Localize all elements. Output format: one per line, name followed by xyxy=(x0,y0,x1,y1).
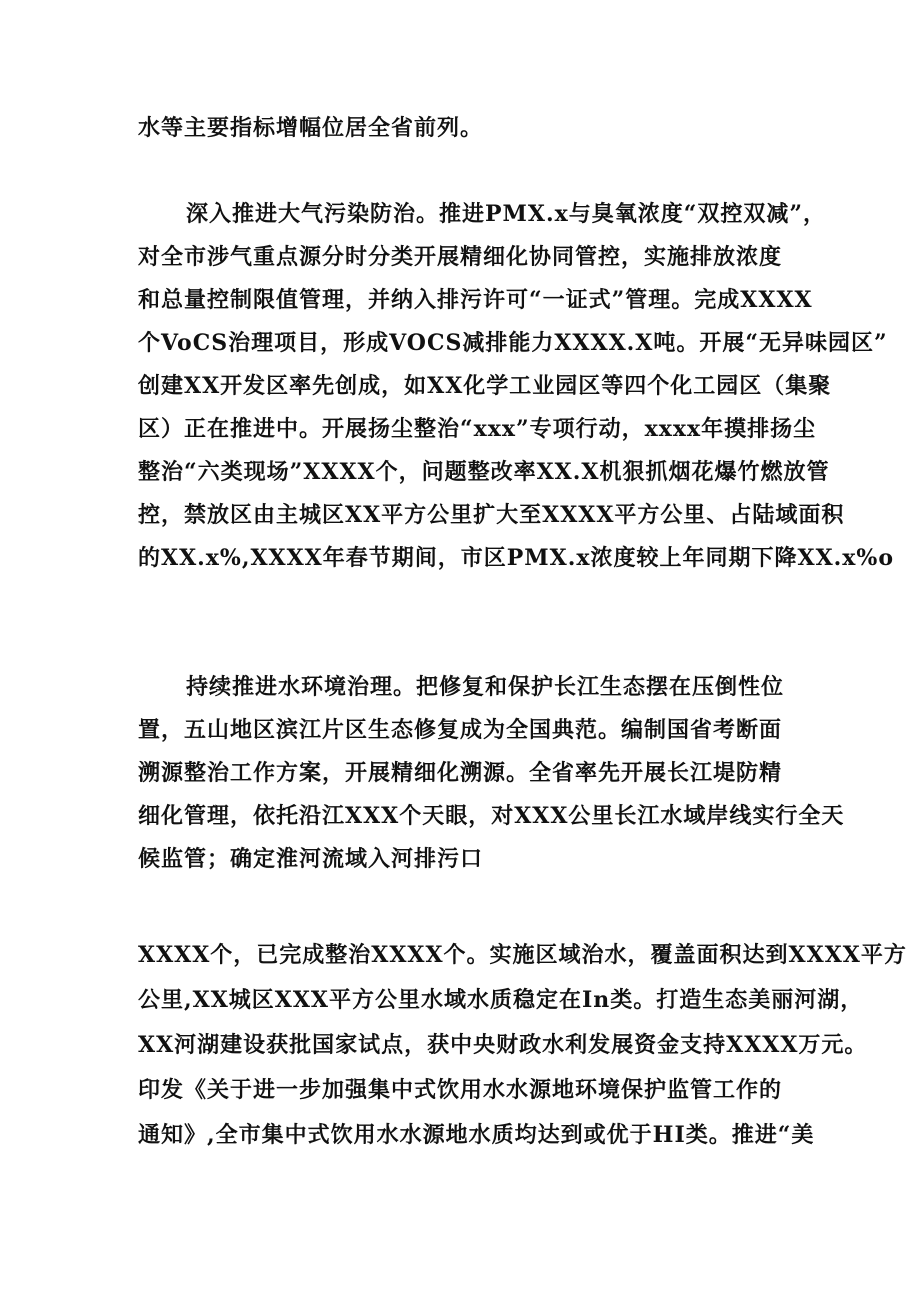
paragraph-3-line-4: 通知》,全市集中式饮用水水源地水质均达到或优于HI类。推进“美 xyxy=(138,1122,815,1148)
paragraph-1-line-2: 和总量控制限值管理，并纳入排污许可“一证式”管理。完成XXXX xyxy=(138,287,813,313)
paragraph-3-line-0: XXXX个，已完成整治XXXX个。实施区域治水，覆盖面积达到XXXX平方 xyxy=(138,942,907,968)
paragraph-2-line-2: 溯源整治工作方案，开展精细化溯源。全省率先开展长江堤防精 xyxy=(138,760,783,786)
paragraph-3-line-1: 公里,XX城区XXX平方公里水域水质稳定在In类。打造生态美丽河湖， xyxy=(138,987,864,1013)
paragraph-1-line-6: 整治“六类现场”XXXX个，问题整改率XX.X机狠抓烟花爆竹燃放管 xyxy=(138,459,830,485)
paragraph-2-line-4: 候监管；确定淮河流域入河排污口 xyxy=(138,846,484,872)
paragraph-1-line-7: 控，禁放区由主城区XX平方公里扩大至XXXX平方公里、占陆域面积 xyxy=(138,502,845,528)
paragraph-1-line-0: 深入推进大气污染防治。推进PMX.x与臭氧浓度“双控双减”， xyxy=(186,201,827,227)
paragraph-2-line-0: 持续推进水环境治理。把修复和保护长江生态摆在压倒性位 xyxy=(186,674,785,700)
paragraph-0-line-0: 水等主要指标增幅位居全省前列。 xyxy=(138,115,484,141)
paragraph-1-line-3: 个VoCS治理项目，形成VOCS减排能力XXXX.X吨。开展“无异味园区” xyxy=(138,330,888,356)
paragraph-2-line-1: 置，五山地区滨江片区生态修复成为全国典范。编制国省考断面 xyxy=(138,717,783,743)
paragraph-3-line-2: XX河湖建设获批国家试点，获中央财政水利发展资金支持XXXX万元。 xyxy=(138,1032,868,1058)
paragraph-1-line-5: 区）正在推进中。开展扬尘整治“xxx”专项行动，xxxx年摸排扬尘 xyxy=(138,416,817,442)
paragraph-2-line-3: 细化管理，依托沿江XXX个天眼，对XXX公里长江水域岸线实行全天 xyxy=(138,803,845,829)
paragraph-1-line-8: 的XX.x%,XXXX年春节期间，市区PMX.x浓度较上年同期下降XX.x%o xyxy=(138,545,894,571)
paragraph-1-line-4: 创建XX开发区率先创成，如XX化学工业园区等四个化工园区（集聚 xyxy=(138,373,832,399)
paragraph-1-line-1: 对全市涉气重点源分时分类开展精细化协同管控，实施排放浓度 xyxy=(138,244,783,270)
paragraph-3-line-3: 印发《关于进一步加强集中式饮用水水源地环境保护监管工作的 xyxy=(138,1077,783,1103)
